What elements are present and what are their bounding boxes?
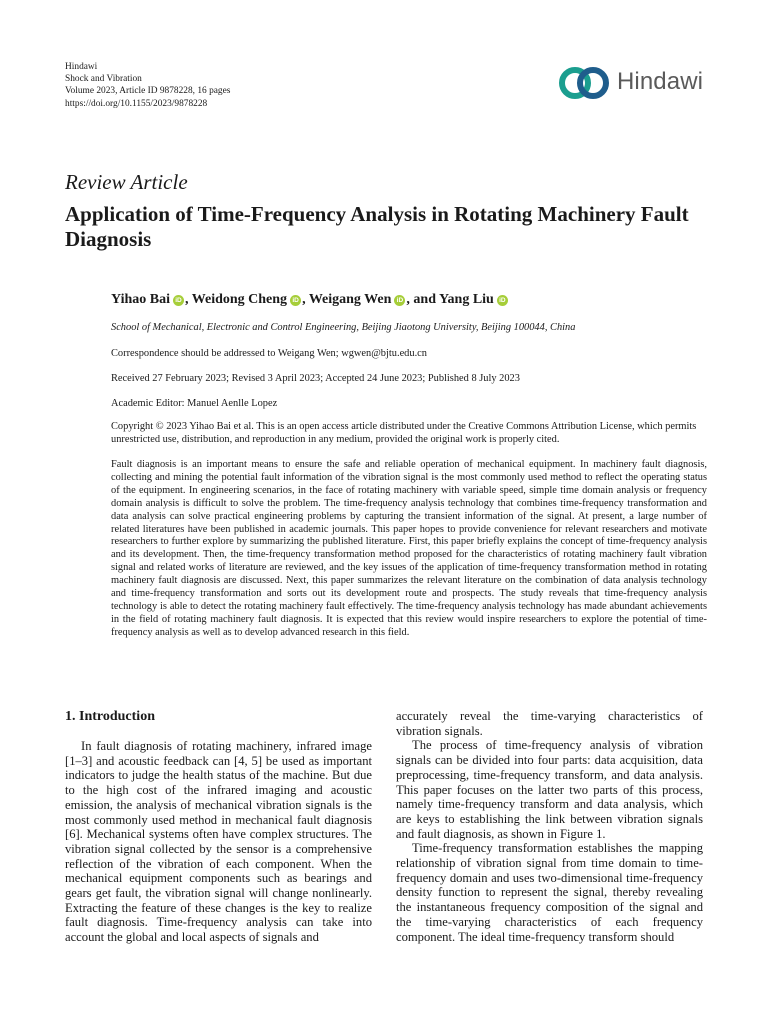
body-paragraph: accurately reveal the time-varying characteristics of vibration signals. [396, 709, 703, 738]
author-separator: , [302, 292, 309, 307]
body-column-left [65, 739, 372, 945]
body-column-right [396, 709, 703, 944]
hindawi-logo-icon [557, 63, 617, 103]
author-name: Yang Liu [438, 292, 494, 307]
article-title: Application of Time-Frequency Analysis in Rotating Machinery Fault Diagnosis [65, 202, 689, 251]
publisher-name: Hindawi [65, 62, 98, 72]
author-list [111, 292, 509, 308]
body-paragraph: In fault diagnosis of rotating machinery, infrared image [1–3] and acoustic feedback can [4, 5] be used as important indicators to judge the health status of the machine. But due to the high cost of the infrared imaging and acoustic emission, the analysis of mechanical vibration signals is the most commonly used method in mechanical fault diagnosis [6]. Mechanical systems often have complex structures. The vibration signal collected by the sensor is a comprehensive reflection of the vibration of each component. When the mechanical equipment components such as bearings and gears get fault, the vibration signal will change nonlinearly. Extracting the feature of these changes is the key to realize fault diagnosis. Time-frequency analysis can take into account the global and local aspects of signals and [65, 739, 372, 945]
author-separator: , and [406, 292, 439, 307]
orcid-icon[interactable]: iD [290, 295, 301, 306]
abstract: Fault diagnosis is an important means to ensure the safe and reliable operation of mechanical equipment. In machinery fault diagnosis, collecting and mining the potential fault information of the vibration signal is the most commonly used method to reflect the operating status of the equipment. In engineering scenarios, in the face of rotating machinery with variable speed, simple time domain analysis or frequency domain analysis is difficult to solve the problem. The time-frequency analysis technology that combines time-frequency transformation and data analysis can solve practical engineering problems by capturing the transient information of the signal. At present, a large number of related literatures have been published in academic journals. This paper hopes to provide convenience for relevant researchers and motivate researchers to further explore by summarizing the published literature. First, this paper briefly explains the concept of time-frequency analysis and its development. Then, the time-frequency transformation method proposed for the characteristics of rotating machinery fault vibration signal and related works of literature are reviewed, and the key issues of the application of time-frequency transformation method in rotating machinery fault diagnosis are discussed. Next, this paper summarizes the relevant literature on the combination of data analysis technology and time-frequency transformation and sorts out its development route and prospects. The study reveals that time-frequency analysis technology is able to detect the rotating machinery fault effectively. The time-frequency analysis technology has made abundant achievements in the field of rotating machinery fault diagnosis. It is expected that this review would inspire researchers to explore the potential of time-frequency analysis as well as to develop advanced research in this field. [111, 459, 707, 638]
author-name: Weigang Wen [308, 292, 392, 307]
body-paragraph: The process of time-frequency analysis of vibration signals can be divided into four parts: data acquisition, data preprocessing, time-frequency transform, and data analysis. This paper focuses on the latter two parts of this process, namely time-frequency transform and data analysis, which are keys to establishing the link between vibration signals and fault diagnosis, as shown in Figure 1. [396, 738, 703, 841]
orcid-icon[interactable]: iD [394, 295, 405, 306]
author-name: Weidong Cheng [191, 292, 288, 307]
author-name: Yihao Bai [111, 292, 170, 307]
academic-editor: Academic Editor: Manuel Aenlle Lopez [111, 398, 278, 409]
journal-name: Shock and Vibration [65, 74, 142, 85]
hindawi-logo [557, 63, 707, 103]
hindawi-logo-text: Hindawi [617, 68, 704, 95]
orcid-icon[interactable]: iD [173, 295, 184, 306]
orcid-icon[interactable]: iD [497, 295, 508, 306]
journal-meta [65, 61, 230, 110]
doi-link[interactable]: https://doi.org/10.1155/2023/9878228 [65, 98, 208, 109]
section-heading: 1. Introduction [65, 709, 155, 724]
copyright-notice: Copyright © 2023 Yihao Bai et al. This is an open access article distributed under the Creative Commons Attribution License, which permits unrestricted use, distribution, and reproduction in any medium, provided the original work is properly cited. [111, 421, 697, 446]
publication-dates: Received 27 February 2023; Revised 3 April 2023; Accepted 24 June 2023; Published 8 July 2023 [111, 373, 520, 384]
body-paragraph: Time-frequency transformation establishes the mapping relationship of vibration signal from time domain to time-frequency domain and uses two-dimensional time-frequency density function to represent the signal, thereby revealing the instantaneous frequency composition of the signal and the time-varying characteristics of each frequency component. The ideal time-frequency transform should [396, 841, 703, 944]
article-type: Review Article [65, 170, 188, 194]
affiliation: School of Mechanical, Electronic and Control Engineering, Beijing Jiaotong University, Beijing 100044, China [111, 322, 576, 333]
author-separator: , [185, 292, 192, 307]
correspondence: Correspondence should be addressed to Weigang Wen; wgwen@bjtu.edu.cn [111, 348, 427, 359]
volume-line: Volume 2023, Article ID 9878228, 16 pages [65, 86, 231, 97]
